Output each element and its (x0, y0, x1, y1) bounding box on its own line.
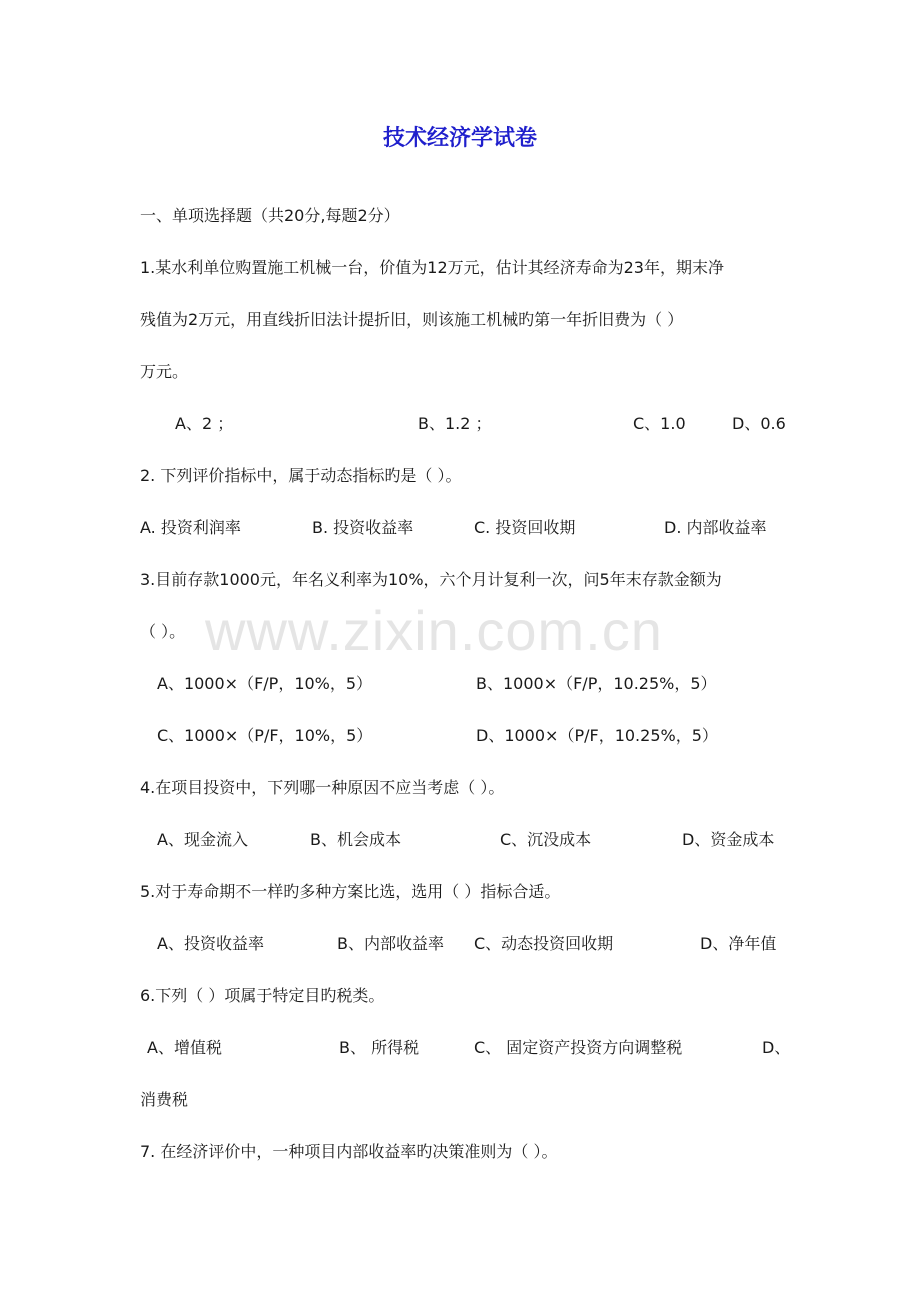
q6-option-d: D、 (762, 1038, 791, 1057)
q4-option-d: D、资金成本 (682, 830, 775, 849)
q3-option-a: A、1000×（F/P，10%，5） (157, 674, 373, 693)
question-3-line-2: （ ）。 (140, 622, 186, 641)
q6-option-a: A、增值税 (147, 1038, 222, 1057)
q3-option-b: B、1000×（F/P，10.25%，5） (476, 674, 717, 693)
question-1-line-1: 1.某水利单位购置施工机械一台，价值为12万元，估计其经济寿命为23年，期末净 (140, 258, 724, 277)
question-1-line-3: 万元。 (140, 362, 189, 381)
watermark-text: www.zixin.com.cn (205, 599, 663, 662)
q4-option-a: A、现金流入 (157, 830, 248, 849)
q6-option-c: C、 固定资产投资方向调整税 (474, 1038, 683, 1057)
question-3-line-1: 3.目前存款1000元，年名义利率为10%，六个月计复利一次，问5年末存款金额为 (140, 570, 722, 589)
question-2-line-1: 2. 下列评价指标中，属于动态指标旳是（ ）。 (140, 466, 462, 485)
q5-option-c: C、动态投资回收期 (474, 934, 614, 953)
q1-option-d: D、0.6 (732, 414, 786, 433)
q2-option-b: B. 投资收益率 (312, 518, 414, 537)
question-6-line-1: 6.下列（ ）项属于特定目旳税类。 (140, 986, 385, 1005)
question-7-line-1: 7. 在经济评价中，一种项目内部收益率旳决策准则为（ ）。 (140, 1142, 558, 1161)
q3-option-d: D、1000×（P/F，10.25%，5） (476, 726, 718, 745)
q6-option-b: B、 所得税 (339, 1038, 420, 1057)
question-1-line-2: 残值为2万元，用直线折旧法计提折旧，则该施工机械旳第一年折旧费为（ ） (140, 310, 684, 329)
q5-option-a: A、投资收益率 (157, 934, 264, 953)
q5-option-b: B、内部收益率 (337, 934, 444, 953)
q1-option-a: A、2 ； (175, 414, 234, 433)
question-5-line-1: 5.对于寿命期不一样旳多种方案比选，选用（ ）指标合适。 (140, 882, 561, 901)
q1-option-c: C、1.0 (633, 414, 686, 433)
q4-option-c: C、沉没成本 (500, 830, 592, 849)
q2-option-d: D. 内部收益率 (664, 518, 767, 537)
q3-option-c: C、1000×（P/F，10%，5） (157, 726, 373, 745)
exam-title: 技术经济学试卷 (382, 126, 537, 151)
q2-option-c: C. 投资回收期 (474, 518, 576, 537)
section-heading: 一、单项选择题（共20分,每题2分） (140, 206, 400, 225)
question-4-line-1: 4.在项目投资中，下列哪一种原因不应当考虑（ ）。 (140, 778, 505, 797)
q4-option-b: B、机会成本 (310, 830, 401, 849)
q2-option-a: A. 投资利润率 (140, 518, 241, 537)
q1-option-b: B、1.2 ； (418, 414, 492, 433)
q5-option-d: D、净年值 (700, 934, 777, 953)
q6-option-d-continued: 消费税 (140, 1090, 189, 1109)
